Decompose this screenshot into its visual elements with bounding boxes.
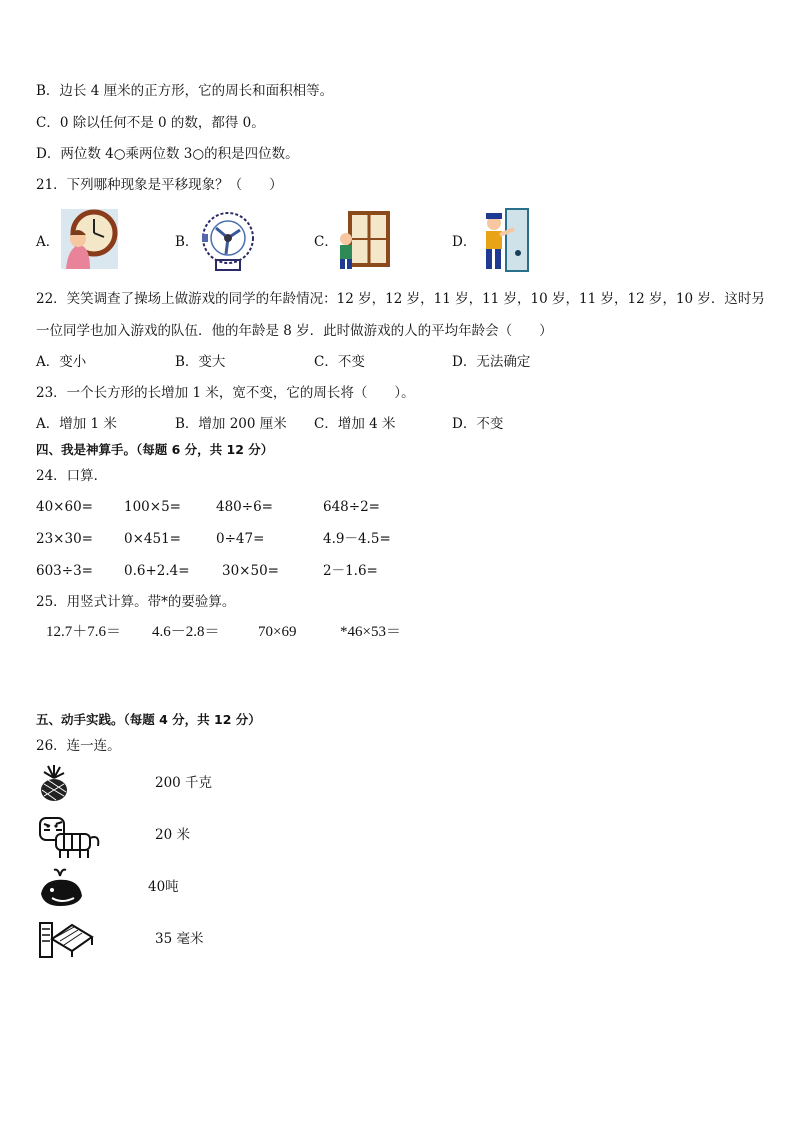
q24-item: 480÷6= xyxy=(216,499,273,515)
q22-line2: 一位同学也加入游戏的队伍．他的年龄是 8 岁．此时做游戏的人的平均年龄会（ ） xyxy=(36,323,553,339)
q25-item: 70×69 xyxy=(258,624,297,640)
q23-option-d: D．不变 xyxy=(452,416,504,432)
q24-item: 0.6+2.4= xyxy=(124,563,190,579)
q24-item: 648÷2= xyxy=(323,499,380,515)
q26-label-2: 20 米 xyxy=(155,827,190,843)
clock-picture-icon xyxy=(60,207,120,271)
option-b-prev: B．边长 4 厘米的正方形，它的周长和面积相等。 xyxy=(36,83,334,99)
q26-label-4: 35 毫米 xyxy=(155,931,204,947)
q24-item: 30×50= xyxy=(222,563,279,579)
q25-stem: 25．用竖式计算。带*的要验算。 xyxy=(36,594,236,610)
q24-item: 603÷3= xyxy=(36,563,93,579)
pineapple-icon xyxy=(36,764,72,802)
q24-item: 23×30= xyxy=(36,531,93,547)
q22-option-a: A．变小 xyxy=(36,354,87,370)
q24-item: 0÷47= xyxy=(216,531,265,547)
q23-option-c: C．增加 4 米 xyxy=(314,416,396,432)
section-5-heading: 五、动手实践。（每题 4 分，共 12 分） xyxy=(36,712,261,727)
q24-item: 40×60= xyxy=(36,499,93,515)
q25-item: *46×53＝ xyxy=(340,624,401,640)
q21-stem: 21．下列哪种现象是平移现象？（ ） xyxy=(36,177,283,193)
q26-stem: 26．连一连。 xyxy=(36,738,121,754)
q24-stem: 24．口算． xyxy=(36,468,108,484)
option-c-prev: C．0 除以任何不是 0 的数，都得 0。 xyxy=(36,115,265,131)
q23-option-a: A．增加 1 米 xyxy=(36,416,117,432)
q21-option-b-label: B． xyxy=(175,234,199,250)
q23-option-b: B．增加 200 厘米 xyxy=(175,416,287,432)
q23-stem: 23．一个长方形的长增加 1 米，宽不变，它的周长将（ ）。 xyxy=(36,385,415,401)
q25-item: 12.7＋7.6＝ xyxy=(46,624,122,640)
window-picture-icon xyxy=(334,209,392,271)
bed-icon xyxy=(38,915,94,959)
section-4-heading: 四、我是神算手。（每题 6 分，共 12 分） xyxy=(36,442,274,457)
option-d-prev: D．两位数 4○乘两位数 3○的积是四位数。 xyxy=(36,146,299,162)
q24-item: 2－1.6= xyxy=(323,563,378,579)
q21-option-c-label: C． xyxy=(314,234,338,250)
q22-option-b: B．变大 xyxy=(175,354,226,370)
q24-item: 4.9－4.5= xyxy=(323,531,391,547)
door-picture-icon xyxy=(474,207,532,273)
q25-item: 4.6－2.8＝ xyxy=(152,624,220,640)
tiger-icon xyxy=(38,812,104,860)
q22-option-c: C．不变 xyxy=(314,354,365,370)
q22-option-d: D．无法确定 xyxy=(452,354,531,370)
q24-item: 100×5= xyxy=(124,499,181,515)
fan-picture-icon xyxy=(196,204,256,274)
q21-option-d-label: D． xyxy=(452,234,477,250)
q26-label-3: 40吨 xyxy=(148,879,179,895)
q26-label-1: 200 千克 xyxy=(155,775,213,791)
q22-line1: 22．笑笑调查了操场上做游戏的同学的年龄情况：12 岁，12 岁，11 岁，11 岁，10 岁，11 岁，12 岁，10 岁．这时另 xyxy=(36,291,765,307)
whale-icon xyxy=(38,866,86,910)
q24-item: 0×451= xyxy=(124,531,181,547)
q21-option-a-label: A． xyxy=(36,234,60,250)
